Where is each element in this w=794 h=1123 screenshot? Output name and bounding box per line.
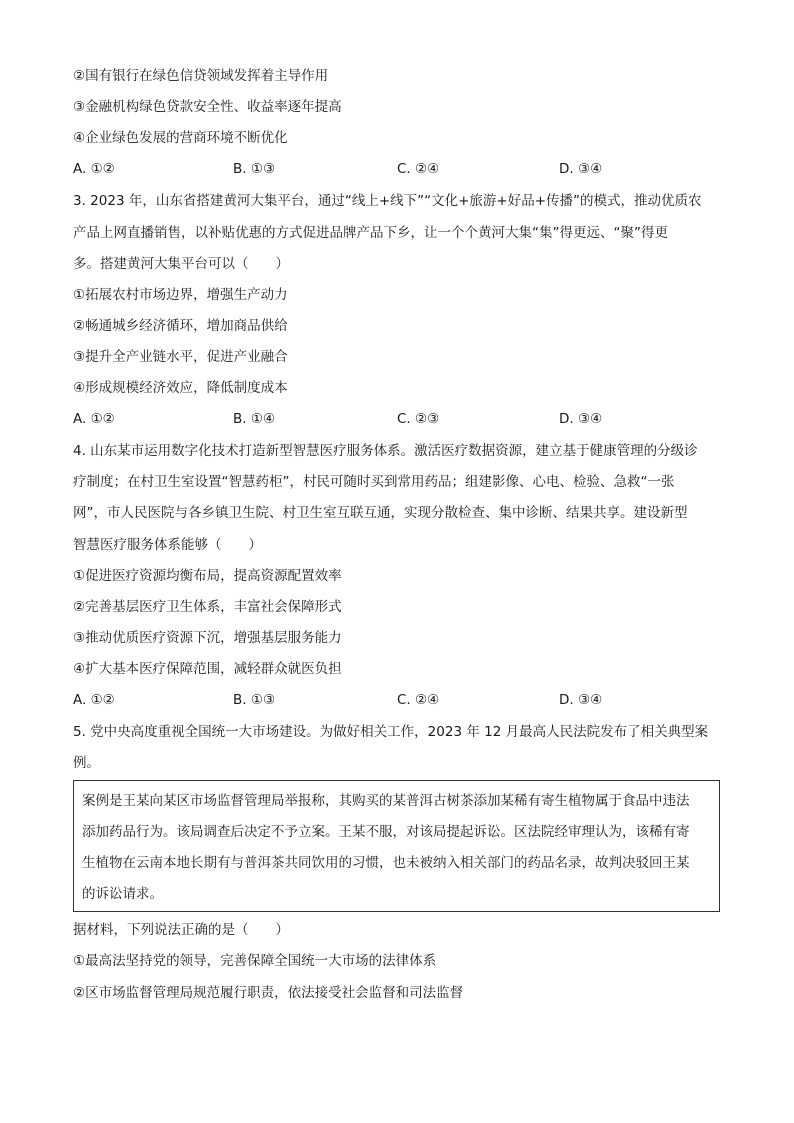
case-line-3: 生植物在云南本地长期有与普洱茶共同饮用的习惯，也未被纳入相关部门的药品名录，故判决驳回王某 — [82, 855, 690, 871]
q2-option-a: A. ①② — [73, 161, 115, 177]
q5-stem-line-2: 例。 — [73, 755, 100, 771]
q3-stem-line-2: 产品上网直播销售，以补贴优惠的方式促进品牌产品下乡，让一个个黄河大集“集”得更远、“聚”得更 — [73, 225, 668, 241]
q2-item-4: ④企业绿色发展的营商环境不断优化 — [73, 130, 288, 146]
q4-option-c: C. ②④ — [397, 692, 440, 708]
q4-stem-line-1: 4. 山东某市运用数字化技术打造新型智慧医疗服务体系。激活医疗数据资源，建立基于健康管理的分级诊 — [73, 443, 698, 459]
q4-option-a: A. ①② — [73, 692, 115, 708]
case-material-box — [73, 780, 720, 912]
q2-item-3: ③金融机构绿色贷款安全性、收益率逐年提高 — [73, 99, 342, 115]
q3-stem-line-3: 多。搭建黄河大集平台可以（ ） — [73, 256, 289, 272]
q3-options — [73, 409, 733, 429]
q3-option-d: D. ③④ — [559, 411, 603, 427]
case-line-2: 添加药品行为。该局调查后决定不予立案。王某不服，对该局提起诉讼。区法院经审理认为，该稀有寄 — [82, 824, 690, 840]
q3-option-c: C. ②③ — [397, 411, 440, 427]
q3-item-1: ①拓展农村市场边界，增强生产动力 — [73, 287, 288, 303]
q4-option-d: D. ③④ — [559, 692, 603, 708]
q2-option-b: B. ①③ — [233, 161, 276, 177]
q2-option-c: C. ②④ — [397, 161, 440, 177]
q4-item-3: ③推动优质医疗资源下沉，增强基层服务能力 — [73, 630, 342, 646]
q4-stem-line-2: 疗制度；在村卫生室设置“智慧药柜”，村民可随时买到常用药品；组建影像、心电、检验、急救“一张 — [73, 474, 675, 490]
q5-item-1: ①最高法坚持党的领导，完善保障全国统一大市场的法律体系 — [73, 953, 437, 969]
q3-option-a: A. ①② — [73, 411, 115, 427]
q5-item-2: ②区市场监督管理局规范履行职责，依法接受社会监督和司法监督 — [73, 985, 464, 1001]
q4-item-1: ①促进医疗资源均衡布局，提高资源配置效率 — [73, 568, 342, 584]
q4-stem-line-3: 网”，市人民医院与各乡镇卫生院、村卫生室互联互通，实现分散检查、集中诊断、结果共享。建设新型 — [73, 505, 688, 521]
q4-option-b: B. ①③ — [233, 692, 276, 708]
q3-item-2: ②畅通城乡经济循环，增加商品供给 — [73, 318, 288, 334]
case-line-1: 案例是王某向某区市场监督管理局举报称，其购买的某普洱古树茶添加某稀有寄生植物属于食品中违法 — [82, 793, 690, 809]
q4-stem-line-4: 智慧医疗服务体系能够（ ） — [73, 537, 262, 553]
case-line-4: 的诉讼请求。 — [82, 886, 163, 902]
q4-options — [73, 690, 733, 710]
q3-stem-line-1: 3. 2023 年，山东省搭建黄河大集平台，通过“线上+线下”“文化+旅游+好品+传播”的模式，推动优质农 — [73, 193, 702, 209]
q2-item-2: ②国有银行在绿色信贷领域发挥着主导作用 — [73, 68, 329, 84]
q3-option-b: B. ①④ — [233, 411, 276, 427]
q3-item-4: ④形成规模经济效应，降低制度成本 — [73, 380, 288, 396]
q4-item-2: ②完善基层医疗卫生体系，丰富社会保障形式 — [73, 599, 342, 615]
q2-options — [73, 159, 733, 179]
q2-option-d: D. ③④ — [559, 161, 603, 177]
q5-stem-line-1: 5. 党中央高度重视全国统一大市场建设。为做好相关工作，2023 年 12 月最高人民法院发布了相关典型案 — [73, 724, 709, 740]
q3-item-3: ③提升全产业链水平，促进产业融合 — [73, 349, 288, 365]
q4-item-4: ④扩大基本医疗保障范围，减轻群众就医负担 — [73, 661, 342, 677]
q5-question: 据材料，下列说法正确的是（ ） — [73, 922, 289, 938]
